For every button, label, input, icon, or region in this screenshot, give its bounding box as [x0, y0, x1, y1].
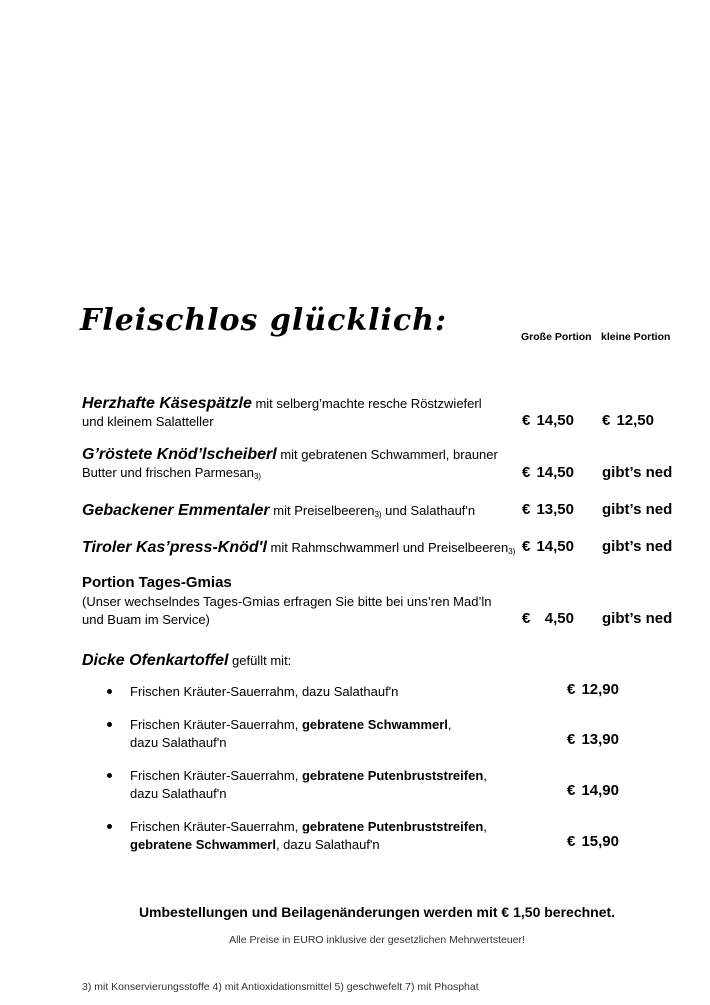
footer-surcharge-note: Umbestellungen und Beilagenänderungen werden mit € 1,50 berechnet. — [138, 904, 616, 920]
price-large-portion — [522, 464, 574, 482]
item-name: Gebackener Emmentaler — [82, 502, 270, 519]
bullet-text-bold: gebratene Putenbruststreifen — [301, 768, 484, 783]
footnote-marker: 3) — [253, 472, 262, 481]
price-large-portion — [522, 412, 574, 430]
item-description: mit selberg’machte resche Röstzwieferl — [255, 396, 482, 411]
bullet-line2: dazu Salathauf'n — [130, 734, 227, 750]
price-bullet — [567, 731, 619, 749]
currency-symbol: € — [567, 782, 576, 799]
bullet-text-bold: gebratene Schwammerl — [130, 836, 276, 852]
bullet-line2: dazu Salathauf'n — [130, 785, 227, 801]
item-description-line2 — [82, 464, 672, 484]
price-small-portion: gibt’s ned — [602, 610, 673, 627]
footnote-marker: 3) — [508, 547, 516, 556]
price-value: 14,50 — [536, 464, 574, 481]
item-description-line3: und Buam im Service) — [82, 612, 210, 627]
bullet-text-regular: , dazu Salathauf'n — [275, 836, 380, 852]
menu-item-row — [82, 539, 672, 559]
bullet-icon — [107, 824, 112, 829]
price-value: 14,50 — [536, 412, 574, 429]
price-small-portion: gibt’s ned — [602, 501, 673, 518]
currency-symbol: € — [522, 538, 531, 555]
price-large-portion — [522, 610, 574, 628]
item-description-line2: und kleinem Salatteller — [82, 414, 214, 429]
item-name: Portion Tages-Gmias — [82, 574, 232, 591]
bullet-item — [82, 767, 672, 802]
bullet-icon — [107, 689, 112, 694]
price-value: 13,50 — [536, 501, 574, 518]
bullet-text-regular: Frischen Kräuter-Sauerrahm, — [130, 768, 302, 783]
currency-symbol: € — [602, 412, 611, 429]
bullet-text-regular: , — [483, 819, 487, 834]
price-small-portion: gibt’s ned — [602, 464, 673, 481]
item-line — [82, 573, 672, 593]
price-value: 12,90 — [581, 681, 619, 698]
subsection-name: Dicke Ofenkartoffel — [82, 652, 229, 669]
bullet-icon — [107, 722, 112, 727]
bullet-text-regular: Frischen Kräuter-Sauerrahm, — [130, 717, 302, 732]
item-name: Herzhafte Käsespätzle — [82, 395, 252, 412]
currency-symbol: € — [567, 681, 576, 698]
bullet-text: Frischen Kräuter-Sauerrahm, dazu Salathauf'n — [130, 684, 399, 699]
item-description-text: mit Preiselbeeren — [273, 503, 375, 518]
column-header-small-portion: kleine Portion — [601, 331, 671, 343]
item-name: G’röstete Knöd’lscheiberl — [82, 446, 277, 463]
price-small-portion: gibt’s ned — [602, 538, 673, 555]
bullet-text-bold: gebratene Schwammerl — [301, 717, 448, 732]
item-description-text: Butter und frischen Parmesan — [82, 465, 254, 480]
price-value: 15,90 — [581, 833, 619, 850]
footnote-legend: 3) mit Konservierungsstoffe 4) mit Antioxidationsmittel 5) geschwefelt 7) mit Phosphat — [82, 981, 479, 993]
footer-vat-note: Alle Preise in EURO inklusive der gesetzlichen Mehrwertsteuer! — [229, 934, 525, 946]
currency-symbol: € — [522, 464, 531, 481]
item-line — [82, 395, 672, 413]
price-bullet — [567, 833, 619, 851]
menu-item-row — [82, 446, 672, 484]
item-description: mit gebratenen Schwammerl, brauner — [280, 447, 498, 462]
menu-item-row — [82, 502, 672, 522]
currency-symbol: € — [522, 610, 531, 627]
price-value: 13,90 — [581, 731, 619, 748]
item-name: Tiroler Kas’press-Knöd'l — [82, 539, 267, 556]
item-line — [82, 446, 672, 464]
price-value: 4,50 — [544, 610, 574, 627]
menu-item-row — [82, 395, 672, 431]
currency-symbol: € — [522, 412, 531, 429]
bullet-text-bold: gebratene Putenbruststreifen — [301, 819, 484, 834]
price-large-portion — [522, 501, 574, 519]
item-line — [82, 539, 672, 559]
item-description — [273, 503, 475, 518]
price-value: 12,50 — [616, 412, 654, 429]
price-bullet — [567, 782, 619, 800]
bullet-text-regular: , — [483, 768, 487, 783]
menu-item-row — [82, 573, 672, 629]
currency-symbol: € — [567, 833, 576, 850]
item-description-text: mit Rahmschwammerl und Preiselbeeren — [270, 540, 509, 555]
price-value: 14,90 — [581, 782, 619, 799]
price-bullet — [567, 681, 619, 699]
bullet-icon — [107, 773, 112, 778]
currency-symbol: € — [522, 501, 531, 518]
column-header-large-portion: Große Portion — [521, 331, 592, 343]
bullet-item — [82, 716, 672, 751]
subsection-suffix: gefüllt mit: — [232, 653, 292, 668]
price-large-portion — [522, 538, 574, 556]
bullet-text-regular: Frischen Kräuter-Sauerrahm, — [130, 819, 302, 834]
bullet-item — [82, 818, 672, 853]
bullet-text-regular: , — [447, 717, 452, 732]
item-description — [271, 540, 516, 555]
price-small-portion — [602, 412, 654, 430]
bullet-item — [82, 683, 672, 701]
item-description-line2: (Unser wechselndes Tages-Gmias erfragen Sie bitte bei uns’ren Mad’ln — [82, 594, 492, 609]
page-title: Fleischlos glücklich: — [80, 303, 448, 338]
item-description-text: und Salathauf'n — [381, 503, 476, 518]
currency-symbol: € — [567, 731, 576, 748]
subsection-heading — [82, 652, 672, 670]
footnote-marker: 3) — [374, 510, 382, 519]
price-value: 14,50 — [536, 538, 574, 555]
item-line — [82, 502, 672, 522]
